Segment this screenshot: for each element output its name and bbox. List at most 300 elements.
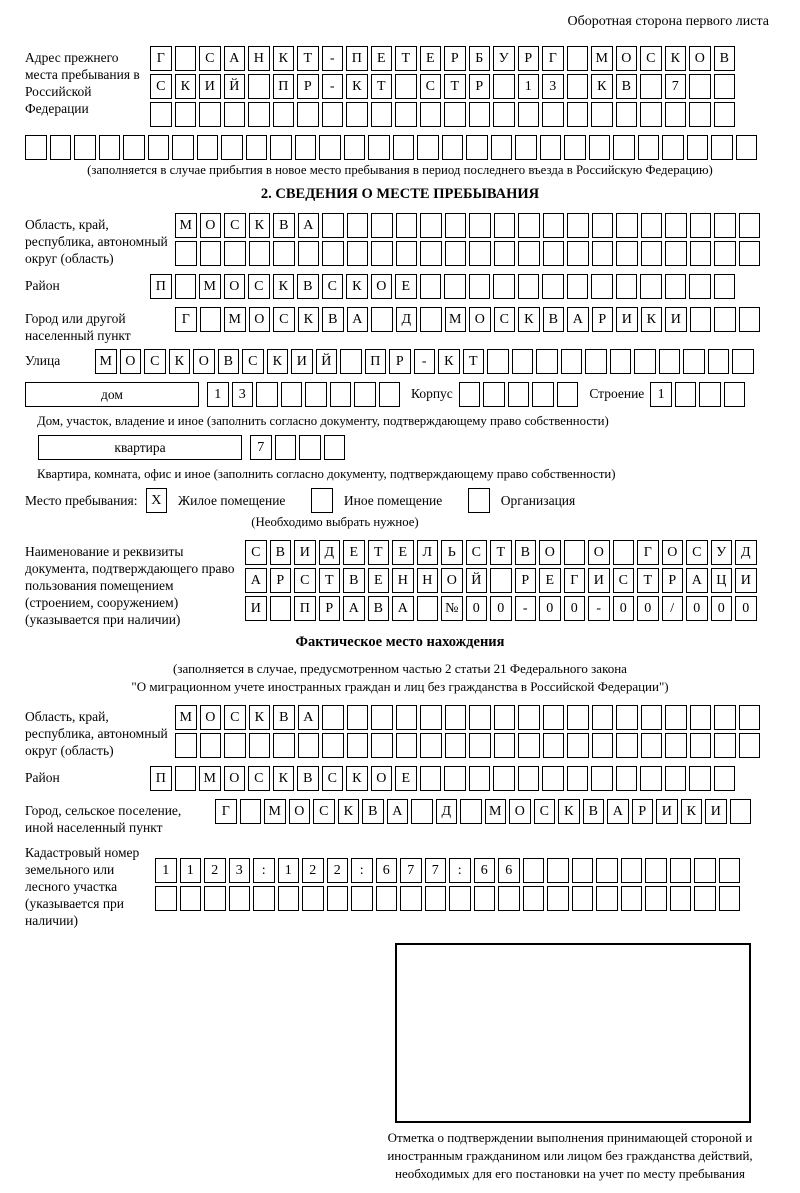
char-box: О bbox=[120, 349, 142, 374]
char-box bbox=[379, 382, 401, 407]
char-box: К bbox=[267, 349, 289, 374]
char-box: В bbox=[368, 596, 390, 621]
char-box: Е bbox=[392, 540, 414, 565]
char-box: И bbox=[705, 799, 727, 824]
char-box: К bbox=[346, 766, 368, 791]
actual-region-label: Область, край, республика, автономный округ (область) bbox=[25, 709, 168, 758]
char-box bbox=[420, 307, 442, 332]
char-box bbox=[567, 766, 589, 791]
char-box: В bbox=[297, 274, 319, 299]
char-box: Н bbox=[248, 46, 270, 71]
char-box: Д bbox=[436, 799, 458, 824]
char-box bbox=[616, 274, 638, 299]
char-box: К bbox=[169, 349, 191, 374]
char-box: Р bbox=[632, 799, 654, 824]
char-box bbox=[719, 858, 741, 883]
char-box bbox=[645, 886, 667, 911]
apartment-rect-label: квартира bbox=[38, 435, 242, 460]
char-box bbox=[616, 705, 638, 730]
char-box bbox=[708, 349, 730, 374]
char-box bbox=[690, 241, 712, 266]
char-box bbox=[371, 241, 393, 266]
char-box: 0 bbox=[711, 596, 733, 621]
char-box: К bbox=[591, 74, 613, 99]
char-box: К bbox=[249, 213, 271, 238]
char-box bbox=[347, 705, 369, 730]
char-box bbox=[641, 733, 663, 758]
char-box bbox=[469, 102, 491, 127]
char-box: А bbox=[347, 307, 369, 332]
char-box bbox=[616, 733, 638, 758]
char-box: И bbox=[616, 307, 638, 332]
char-box: У bbox=[711, 540, 733, 565]
stay-type-line bbox=[25, 488, 775, 513]
char-box bbox=[687, 135, 709, 160]
char-box: А bbox=[686, 568, 708, 593]
char-row bbox=[150, 74, 738, 99]
char-box bbox=[347, 241, 369, 266]
char-box: Е bbox=[420, 46, 442, 71]
char-box: С bbox=[294, 568, 316, 593]
char-box: С bbox=[313, 799, 335, 824]
char-box: О bbox=[200, 705, 222, 730]
char-box bbox=[616, 102, 638, 127]
char-row bbox=[175, 307, 763, 332]
stamp-caption: Отметка о подтверждении выполнения принимающей стороной и иностранным гражданином или лицом без гражданства действий, необходимых для его постановки на учет по месту пребывания bbox=[387, 1130, 753, 1181]
char-box bbox=[351, 886, 373, 911]
char-box: Р bbox=[515, 568, 537, 593]
char-box: А bbox=[343, 596, 365, 621]
region-label: Область, край, республика, автономный округ (область) bbox=[25, 217, 168, 266]
field-region bbox=[25, 213, 775, 269]
char-box: К bbox=[558, 799, 580, 824]
char-box bbox=[371, 733, 393, 758]
char-box: Е bbox=[371, 46, 393, 71]
char-box: : bbox=[351, 858, 373, 883]
char-box: О bbox=[689, 46, 711, 71]
char-box bbox=[736, 135, 758, 160]
char-box bbox=[298, 733, 320, 758]
char-box: В bbox=[273, 213, 295, 238]
char-box bbox=[591, 274, 613, 299]
char-box bbox=[714, 213, 736, 238]
char-box bbox=[248, 74, 270, 99]
char-box bbox=[665, 213, 687, 238]
char-box bbox=[420, 705, 442, 730]
char-box bbox=[273, 102, 295, 127]
field-prev-address bbox=[25, 46, 775, 130]
char-box bbox=[469, 733, 491, 758]
char-row bbox=[215, 799, 754, 824]
char-box bbox=[322, 102, 344, 127]
char-box bbox=[123, 135, 145, 160]
char-box: Й bbox=[316, 349, 338, 374]
option-zhiloe-label: Жилое помещение bbox=[178, 492, 286, 508]
stamp-box bbox=[395, 943, 751, 1123]
char-box: 1 bbox=[155, 858, 177, 883]
char-row bbox=[245, 540, 760, 565]
char-row bbox=[155, 858, 743, 883]
korpus-label: Корпус bbox=[411, 386, 453, 401]
char-box bbox=[714, 307, 736, 332]
char-box: Р bbox=[444, 46, 466, 71]
char-box bbox=[253, 886, 275, 911]
char-box bbox=[665, 705, 687, 730]
char-box: 1 bbox=[207, 382, 229, 407]
checkbox-organizatsiya bbox=[468, 488, 490, 513]
char-box bbox=[640, 274, 662, 299]
char-box bbox=[224, 241, 246, 266]
char-box: 7 bbox=[250, 435, 272, 460]
char-box: С bbox=[640, 46, 662, 71]
char-box: Д bbox=[735, 540, 757, 565]
char-box bbox=[420, 733, 442, 758]
char-box bbox=[662, 135, 684, 160]
char-box bbox=[543, 733, 565, 758]
header-note: Оборотная сторона первого листа bbox=[567, 14, 769, 29]
char-box bbox=[512, 349, 534, 374]
char-box bbox=[542, 102, 564, 127]
char-box bbox=[240, 799, 262, 824]
char-box bbox=[689, 766, 711, 791]
char-box bbox=[490, 568, 512, 593]
char-box: К bbox=[338, 799, 360, 824]
char-box: Е bbox=[539, 568, 561, 593]
document-rows bbox=[245, 540, 760, 624]
char-box bbox=[589, 135, 611, 160]
char-box bbox=[518, 705, 540, 730]
char-box bbox=[518, 733, 540, 758]
char-box bbox=[739, 213, 761, 238]
char-box bbox=[494, 213, 516, 238]
char-box: - bbox=[322, 74, 344, 99]
char-box bbox=[572, 886, 594, 911]
char-box: Р bbox=[297, 74, 319, 99]
char-box: О bbox=[616, 46, 638, 71]
korpus-cells bbox=[459, 382, 582, 407]
char-box bbox=[592, 733, 614, 758]
char-box: 2 bbox=[302, 858, 324, 883]
char-box: Р bbox=[389, 349, 411, 374]
char-box: М bbox=[175, 213, 197, 238]
char-box: О bbox=[371, 274, 393, 299]
char-box: Л bbox=[417, 540, 439, 565]
char-box: 1 bbox=[518, 74, 540, 99]
char-box bbox=[180, 886, 202, 911]
char-box bbox=[298, 241, 320, 266]
char-box: Е bbox=[395, 766, 417, 791]
char-box bbox=[567, 733, 589, 758]
char-box: - bbox=[322, 46, 344, 71]
char-box bbox=[683, 349, 705, 374]
stroenie-label: Строение bbox=[589, 386, 645, 401]
char-box: В bbox=[543, 307, 565, 332]
char-row bbox=[150, 766, 738, 791]
actual-district-label: Район bbox=[25, 770, 60, 785]
char-box: И bbox=[656, 799, 678, 824]
char-box: И bbox=[245, 596, 267, 621]
char-box bbox=[371, 102, 393, 127]
char-box bbox=[469, 274, 491, 299]
char-box bbox=[714, 241, 736, 266]
char-box: Н bbox=[417, 568, 439, 593]
char-box bbox=[396, 241, 418, 266]
char-box bbox=[347, 213, 369, 238]
option-organizatsiya-label: Организация bbox=[500, 492, 576, 508]
house-caption: Дом, участок, владение и иное (заполнить согласно документу, подтверждающему право собственности) bbox=[37, 414, 609, 428]
char-box bbox=[596, 886, 618, 911]
char-box bbox=[474, 886, 496, 911]
char-box: № bbox=[441, 596, 463, 621]
char-box bbox=[371, 307, 393, 332]
house-cells bbox=[207, 382, 403, 407]
char-box bbox=[444, 102, 466, 127]
apartment-caption: Квартира, комната, офис и иное (заполнить согласно документу, подтверждающему право собственности) bbox=[37, 467, 616, 481]
char-box bbox=[557, 382, 579, 407]
char-box: Е bbox=[343, 540, 365, 565]
char-box bbox=[547, 858, 569, 883]
char-box bbox=[739, 307, 761, 332]
char-box: С bbox=[466, 540, 488, 565]
char-box: И bbox=[735, 568, 757, 593]
char-box bbox=[322, 705, 344, 730]
char-box: Н bbox=[392, 568, 414, 593]
char-box: М bbox=[95, 349, 117, 374]
char-row bbox=[150, 274, 738, 299]
char-box bbox=[567, 241, 589, 266]
char-box: К bbox=[641, 307, 663, 332]
actual-location-title: Фактическое место нахождения bbox=[295, 634, 505, 650]
char-box bbox=[327, 886, 349, 911]
char-box bbox=[699, 382, 721, 407]
char-box: К bbox=[175, 74, 197, 99]
char-box bbox=[442, 135, 464, 160]
char-row bbox=[150, 102, 738, 127]
char-box bbox=[175, 241, 197, 266]
char-box: И bbox=[588, 568, 610, 593]
char-box: М bbox=[591, 46, 613, 71]
char-box bbox=[621, 858, 643, 883]
char-box bbox=[346, 102, 368, 127]
char-box bbox=[469, 705, 491, 730]
char-box: П bbox=[150, 766, 172, 791]
cadastral-rows bbox=[155, 841, 743, 914]
char-box bbox=[368, 135, 390, 160]
char-box bbox=[420, 274, 442, 299]
char-box: С bbox=[420, 74, 442, 99]
char-box: 0 bbox=[735, 596, 757, 621]
char-box bbox=[229, 886, 251, 911]
char-box bbox=[592, 213, 614, 238]
char-box bbox=[199, 102, 221, 127]
char-box bbox=[714, 274, 736, 299]
char-box bbox=[248, 102, 270, 127]
char-box: В bbox=[362, 799, 384, 824]
char-box: В bbox=[714, 46, 736, 71]
char-box bbox=[638, 135, 660, 160]
char-box bbox=[200, 241, 222, 266]
char-box bbox=[690, 733, 712, 758]
char-box: Т bbox=[395, 46, 417, 71]
char-box bbox=[610, 349, 632, 374]
char-box: У bbox=[493, 46, 515, 71]
char-box: 3 bbox=[232, 382, 254, 407]
char-box bbox=[396, 213, 418, 238]
char-box bbox=[275, 435, 297, 460]
field-actual-city bbox=[25, 799, 775, 836]
char-box bbox=[396, 733, 418, 758]
region-rows bbox=[175, 213, 763, 269]
char-box bbox=[347, 733, 369, 758]
char-box: А bbox=[298, 705, 320, 730]
char-box: М bbox=[485, 799, 507, 824]
char-box: К bbox=[346, 74, 368, 99]
char-box: : bbox=[449, 858, 471, 883]
char-box: Й bbox=[224, 74, 246, 99]
char-box: К bbox=[665, 46, 687, 71]
char-box: С bbox=[199, 46, 221, 71]
char-box: О bbox=[224, 274, 246, 299]
char-box: М bbox=[445, 307, 467, 332]
char-box bbox=[449, 886, 471, 911]
char-box bbox=[567, 274, 589, 299]
stamp-area bbox=[395, 943, 775, 1123]
char-box: Т bbox=[297, 46, 319, 71]
char-box bbox=[689, 274, 711, 299]
checkbox-zhiloe: X bbox=[146, 488, 168, 513]
char-row bbox=[95, 349, 757, 374]
char-box bbox=[224, 733, 246, 758]
char-box: О bbox=[289, 799, 311, 824]
char-box bbox=[221, 135, 243, 160]
char-box bbox=[518, 213, 540, 238]
char-box bbox=[616, 213, 638, 238]
char-box bbox=[493, 74, 515, 99]
char-box bbox=[690, 705, 712, 730]
char-box bbox=[319, 135, 341, 160]
char-box bbox=[675, 382, 697, 407]
char-box: Г bbox=[542, 46, 564, 71]
char-box: Г bbox=[637, 540, 659, 565]
char-box bbox=[714, 74, 736, 99]
char-box: М bbox=[199, 766, 221, 791]
prev-address-rows bbox=[150, 46, 738, 130]
char-box bbox=[732, 349, 754, 374]
char-box: 0 bbox=[686, 596, 708, 621]
char-box bbox=[739, 733, 761, 758]
char-box bbox=[50, 135, 72, 160]
char-box bbox=[420, 241, 442, 266]
char-box bbox=[25, 135, 47, 160]
char-box bbox=[493, 274, 515, 299]
char-box bbox=[340, 349, 362, 374]
char-box: В bbox=[297, 766, 319, 791]
char-box bbox=[493, 102, 515, 127]
char-box: К bbox=[438, 349, 460, 374]
char-box bbox=[724, 382, 746, 407]
char-box: О bbox=[588, 540, 610, 565]
char-box bbox=[371, 213, 393, 238]
char-box: С bbox=[248, 274, 270, 299]
char-box bbox=[395, 74, 417, 99]
char-box: И bbox=[199, 74, 221, 99]
char-row bbox=[175, 213, 763, 238]
char-box bbox=[297, 102, 319, 127]
char-box bbox=[322, 733, 344, 758]
stroenie-cells bbox=[650, 382, 748, 407]
char-box bbox=[532, 382, 554, 407]
char-box bbox=[445, 213, 467, 238]
char-box bbox=[567, 102, 589, 127]
char-box: Т bbox=[490, 540, 512, 565]
char-box bbox=[634, 349, 656, 374]
char-box bbox=[508, 382, 530, 407]
char-box bbox=[376, 886, 398, 911]
char-box: Р bbox=[319, 596, 341, 621]
char-box: С bbox=[494, 307, 516, 332]
char-box bbox=[281, 382, 303, 407]
char-box bbox=[613, 135, 635, 160]
char-box bbox=[330, 382, 352, 407]
char-box bbox=[445, 241, 467, 266]
char-box bbox=[371, 705, 393, 730]
char-box: К bbox=[273, 766, 295, 791]
char-box: П bbox=[365, 349, 387, 374]
char-box: С bbox=[150, 74, 172, 99]
char-box bbox=[714, 733, 736, 758]
char-box bbox=[469, 241, 491, 266]
char-box bbox=[567, 46, 589, 71]
actual-location-caption-2: "О миграционном учете иностранных граждан и лиц без гражданства в Российской Федерации") bbox=[131, 679, 669, 694]
char-box bbox=[459, 382, 481, 407]
char-box bbox=[543, 705, 565, 730]
char-box bbox=[739, 241, 761, 266]
char-box: В bbox=[616, 74, 638, 99]
char-box: 0 bbox=[466, 596, 488, 621]
char-box bbox=[739, 705, 761, 730]
char-box: С bbox=[144, 349, 166, 374]
field-city bbox=[25, 307, 775, 344]
prev-address-overflow-row bbox=[25, 135, 775, 160]
char-box: 7 bbox=[665, 74, 687, 99]
apartment-line bbox=[25, 435, 775, 463]
char-box: П bbox=[346, 46, 368, 71]
char-box bbox=[393, 135, 415, 160]
char-box bbox=[616, 241, 638, 266]
char-box bbox=[175, 102, 197, 127]
char-box: В bbox=[322, 307, 344, 332]
char-box bbox=[278, 886, 300, 911]
char-box: А bbox=[392, 596, 414, 621]
char-box bbox=[536, 349, 558, 374]
char-box bbox=[641, 241, 663, 266]
char-box bbox=[659, 349, 681, 374]
char-box bbox=[491, 135, 513, 160]
char-box bbox=[420, 213, 442, 238]
char-box: В bbox=[273, 705, 295, 730]
char-box bbox=[547, 886, 569, 911]
char-box bbox=[694, 858, 716, 883]
char-box bbox=[246, 135, 268, 160]
char-box bbox=[494, 241, 516, 266]
char-box: О bbox=[441, 568, 463, 593]
char-box bbox=[730, 799, 752, 824]
char-box bbox=[714, 766, 736, 791]
char-box: Ц bbox=[711, 568, 733, 593]
char-row bbox=[175, 241, 763, 266]
char-box: Е bbox=[368, 568, 390, 593]
char-box: Р bbox=[518, 46, 540, 71]
